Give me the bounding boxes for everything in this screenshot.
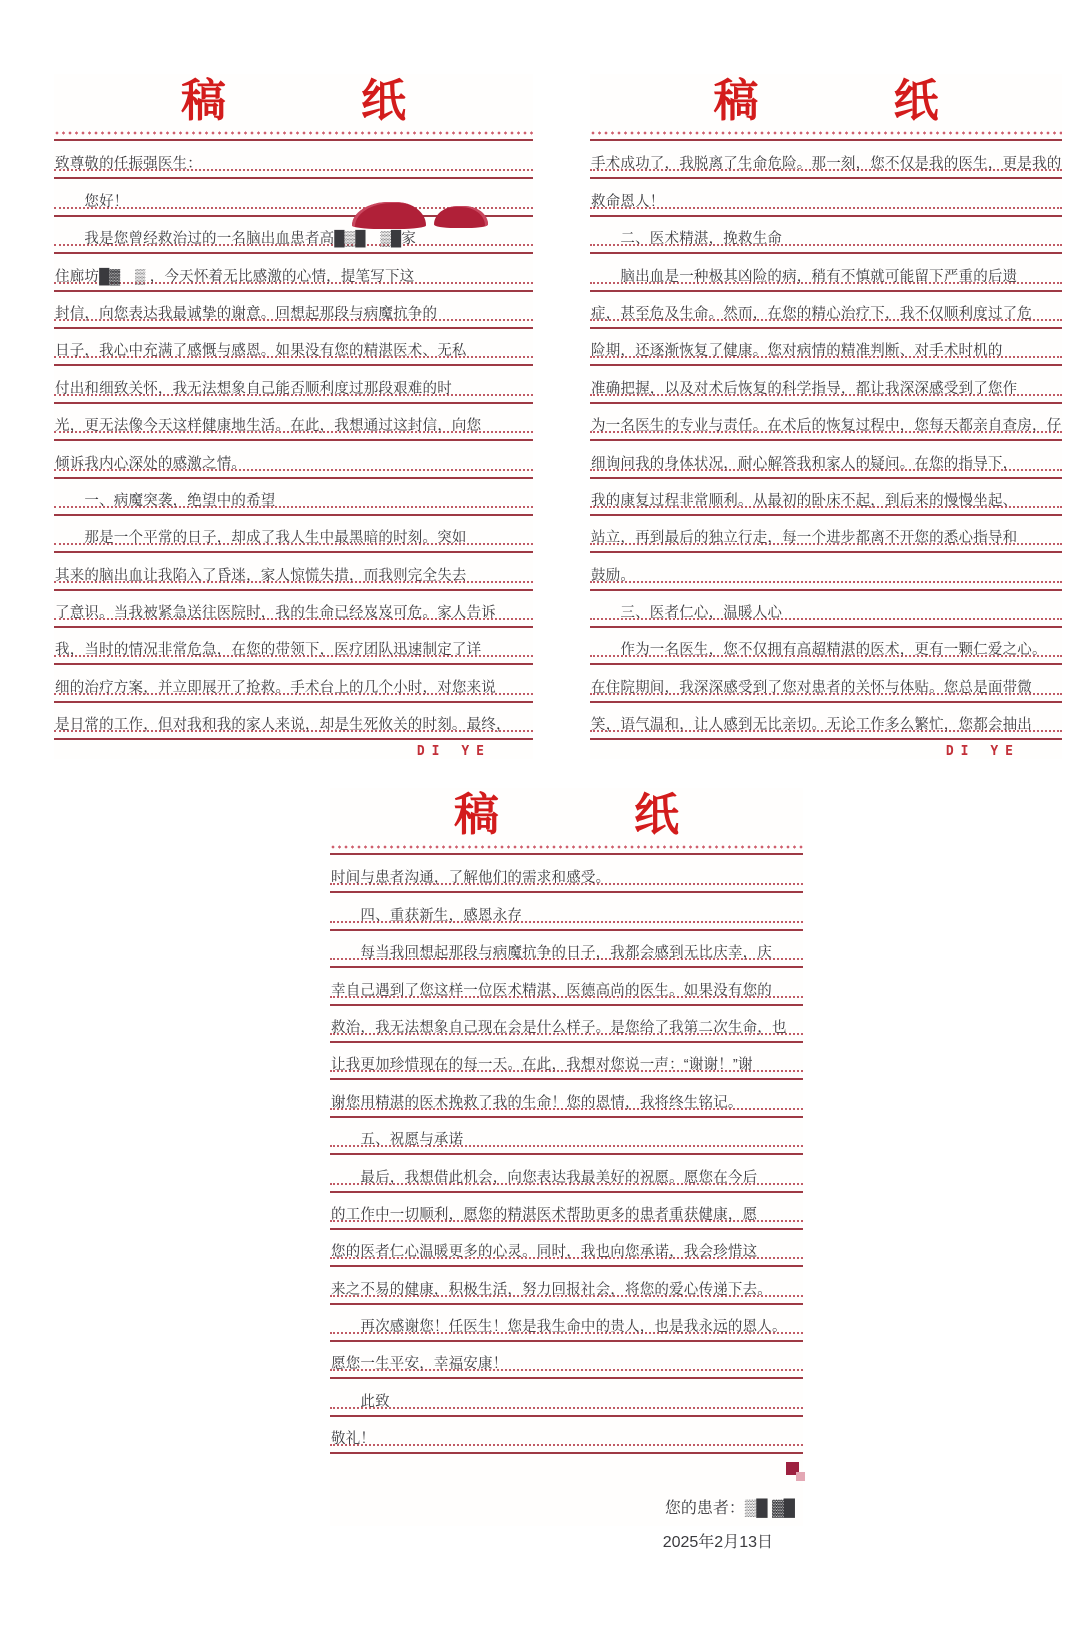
manuscript-line [590,254,1062,291]
handwritten-text: 险期，还逐渐恢复了健康。您对病情的精准判断、对手术时机的 [591,343,1003,360]
manuscript-line [54,292,533,329]
manuscript-line [330,1043,803,1080]
handwritten-text: 您好！ [55,193,129,210]
handwritten-text: 了意识。当我被紧急送往医院时，我的生命已经岌岌可危。家人告诉 [55,605,496,622]
handwritten-text: 其来的脑出血让我陷入了昏迷，家人惊慌失措，而我则完全失去 [55,567,467,584]
manuscript-line [590,553,1062,590]
page-title: 稿 纸 [180,74,406,127]
handwritten-text: 谢您用精湛的医术挽救了我的生命！您的恩情，我将终生铭记。 [331,1094,743,1111]
dotted-baseline [330,1444,803,1446]
handwritten-text: 细询问我的身体状况，耐心解答我和家人的疑问。在您的指导下， [591,455,1018,472]
manuscript-line [590,366,1062,403]
date-line [330,1492,803,1552]
handwritten-text: 脑出血是一种极其凶险的病，稍有不慎就可能留下严重的后遗 [591,268,1018,285]
page-title: 稿 纸 [453,788,679,841]
manuscript-line [54,553,533,590]
page-number-label: DI YE [945,744,1020,760]
dotted-baseline [590,581,1062,583]
handwritten-text: 住廊坊█▓ ▒ ，今天怀着无比感激的心情，提笔写下这 [55,268,415,285]
handwritten-text: 致尊敬的任振强医生： [55,156,202,173]
manuscript-page-3 [330,788,803,1552]
handwritten-text: 救治，我无法想象自己现在会是什么样子。是您给了我第二次生命，也 [331,1019,787,1036]
handwritten-text: 愿您一生平安，幸福安康！ [331,1356,508,1373]
handwritten-text: 三、医者仁心，温暖人心 [591,605,783,622]
manuscript-line [54,254,533,291]
handwritten-text: 每当我回想起那段与病魔抗争的日子，我都会感到无比庆幸，庆 [331,945,772,962]
manuscript-line [330,968,803,1005]
handwritten-text: 作为一名医生，您不仅拥有高超精湛的医术，更有一颗仁爱之心。 [591,642,1047,659]
manuscript-page-1 [54,74,533,759]
handwritten-text: 时间与患者沟通，了解他们的需求和感受。 [331,870,611,887]
handwritten-text: 为一名医生的专业与责任。在术后的恢复过程中，您每天都亲自查房，仔 [591,418,1062,435]
ornament-border [330,842,803,855]
manuscript-line [330,1417,803,1454]
handwritten-text: 敬礼！ [331,1431,376,1448]
handwritten-text: 手术成功了，我脱离了生命危险。那一刻，您不仅是我的医生，更是我的 [591,156,1062,173]
handwritten-text: 我，当时的情况非常危急，在您的带领下，医疗团队迅速制定了详 [55,642,482,659]
handwritten-text: 最后，我想借此机会，向您表达我最美好的祝愿。愿您在今后 [331,1169,758,1186]
handwritten-text: 二、医术精湛，挽救生命 [591,231,783,248]
page-number-label: DI YE [416,744,491,760]
manuscript-line [54,329,533,366]
handwritten-text: 是日常的工作，但对我和我的家人来说，却是生死攸关的时刻。最终， [55,717,511,734]
manuscript-line [330,1342,803,1379]
page-lines [590,142,1062,740]
manuscript-line [330,1305,803,1342]
handwritten-text: 准确把握，以及对术后恢复的科学指导，都让我深深感受到了您作 [591,380,1018,397]
manuscript-line [330,1080,803,1117]
handwritten-text: 细的治疗方案，并立即展开了抢救。手术台上的几个小时，对您来说 [55,679,496,696]
manuscript-line [590,179,1062,216]
manuscript-line [54,703,533,740]
handwritten-text: 来之不易的健康，积极生活，努力回报社会，将您的爱心传递下去。 [331,1281,772,1298]
manuscript-line [54,665,533,702]
handwritten-text: 鼓励。 [591,567,636,584]
manuscript-line [54,516,533,553]
signature-line [330,1458,803,1518]
handwritten-text: 付出和细致关怀，我无法想象自己能否顺利度过那段艰难的时 [55,380,452,397]
ornament-border [590,128,1062,141]
handwritten-text: 救命恩人！ [591,193,665,210]
manuscript-line [330,1230,803,1267]
manuscript-line [590,441,1062,478]
manuscript-line [330,1155,803,1192]
handwritten-text: 笑，语气温和，让人感到无比亲切。无论工作多么繁忙，您都会抽出 [591,717,1032,734]
handwritten-text: 一、病魔突袭，绝望中的希望 [55,492,276,509]
manuscript-line [590,628,1062,665]
handwritten-text: 让我更加珍惜现在的每一天。在此，我想对您说一声：“谢谢！”谢 [331,1057,753,1074]
date-text: 2025年2月13日 [662,1534,773,1552]
manuscript-line [330,1006,803,1043]
handwritten-text: 的工作中一切顺利，愿您的精湛医术帮助更多的患者重获健康，愿 [331,1206,758,1223]
manuscript-line [330,931,803,968]
manuscript-line [590,329,1062,366]
ornament-border [54,128,533,141]
manuscript-line [330,1267,803,1304]
manuscript-line [54,142,533,179]
manuscript-page-2 [590,74,1062,759]
manuscript-line [590,292,1062,329]
manuscript-line [330,1118,803,1155]
handwritten-text: 五、祝愿与承诺 [331,1132,464,1149]
handwritten-text: 日子，我心中充满了感慨与感恩。如果没有您的精湛医术、无私 [55,343,467,360]
manuscript-line [330,1379,803,1416]
dotted-baseline [330,1407,803,1409]
manuscript-line [590,591,1062,628]
manuscript-line [590,404,1062,441]
manuscript-line [54,404,533,441]
handwritten-text: 此致 [331,1393,390,1410]
handwritten-text: 您的医者仁心温暖更多的心灵。同时，我也向您承诺，我会珍惜这 [331,1244,758,1261]
manuscript-line [590,479,1062,516]
page-lines [54,142,533,740]
manuscript-line [330,1193,803,1230]
manuscript-line [330,856,803,893]
manuscript-line [54,591,533,628]
handwritten-text: 倾诉我内心深处的感激之情。 [55,455,247,472]
manuscript-line [54,628,533,665]
manuscript-line [590,703,1062,740]
page-title: 稿 纸 [713,74,939,127]
handwritten-text: 我是您曾经救治过的一名脑出血患者高█▒█ ▒█家 [55,231,417,248]
handwritten-text: 光，更无法像今天这样健康地生活。在此，我想通过这封信，向您 [55,418,482,435]
handwritten-text: 在住院期间，我深深感受到了您对患者的关怀与体贴。您总是面带微 [591,679,1032,696]
redaction-pink-square [796,1472,805,1481]
manuscript-line [590,217,1062,254]
manuscript-line [54,441,533,478]
handwritten-text: 四、重获新生，感恩永存 [331,907,523,924]
handwritten-text: 再次感谢您！任医生！您是我生命中的贵人，也是我永远的恩人。 [331,1319,787,1336]
signature-text: 您的患者：▒█ ▓█ [664,1500,795,1518]
handwritten-text: 我的康复过程非常顺利。从最初的卧床不起，到后来的慢慢坐起、 [591,492,1018,509]
handwritten-text: 症，甚至危及生命。然而，在您的精心治疗下，我不仅顺利度过了危 [591,305,1032,322]
manuscript-line [590,665,1062,702]
manuscript-line [590,142,1062,179]
handwritten-text: 那是一个平常的日子，却成了我人生中最黑暗的时刻。突如 [55,530,467,547]
manuscript-line [330,893,803,930]
manuscript-line [54,479,533,516]
handwritten-text: 站立，再到最后的独立行走，每一个进步都离不开您的悉心指导和 [591,530,1018,547]
manuscript-line [54,366,533,403]
manuscript-line [590,516,1062,553]
page-lines [330,856,803,1454]
handwritten-text: 封信，向您表达我最诚挚的谢意。回想起那段与病魔抗争的 [55,305,438,322]
handwritten-text: 幸自己遇到了您这样一位医术精湛、医德高尚的医生。如果没有您的 [331,982,772,999]
